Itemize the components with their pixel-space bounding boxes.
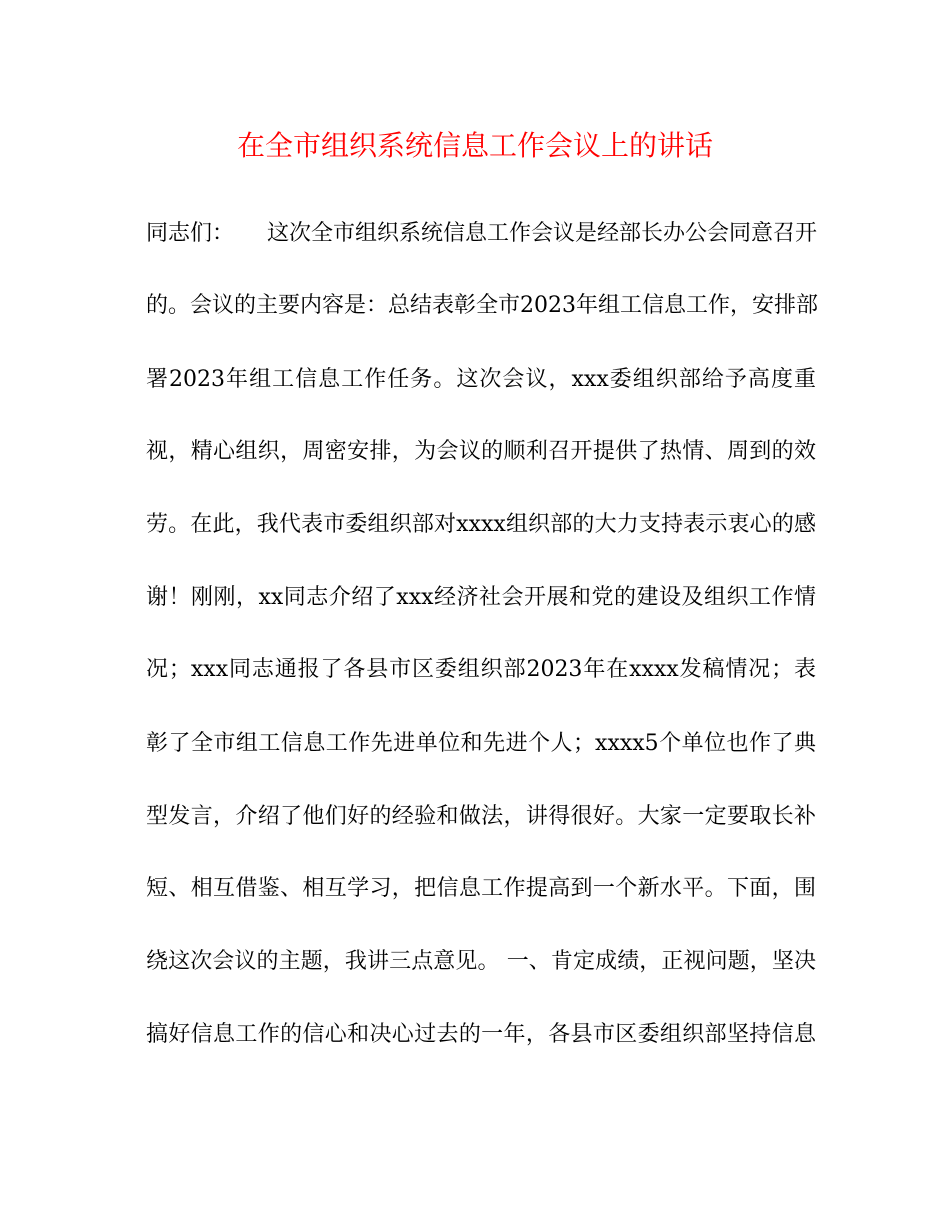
- body-line: 彰了全市组工信息工作先进单位和先进个人；xxxx5个单位也作了典: [146, 731, 816, 756]
- document-title: 在全市组织系统信息工作会议上的讲话: [236, 129, 713, 162]
- body-line: 搞好信息工作的信心和决心过去的一年，各县市区委组织部坚持信息: [146, 1022, 816, 1047]
- body-line: 况；xxx同志通报了各县市区委组织部2023年在xxxx发稿情况；表: [146, 657, 816, 682]
- body-line: 劳。在此，我代表市委组织部对xxxx组织部的大力支持表示衷心的感: [146, 512, 816, 537]
- body-line: 短、相互借鉴、相互学习，把信息工作提高到一个新水平。下面，围: [146, 876, 816, 901]
- body-line: 的。会议的主要内容是：总结表彰全市2023年组工信息工作，安排部: [146, 293, 818, 318]
- body-line: 谢！刚刚，xx同志介绍了xxx经济社会开展和党的建设及组织工作情: [146, 585, 816, 610]
- body-line: 绕这次会议的主题，我讲三点意见。 一、肯定成绩，正视问题，坚决: [146, 949, 816, 974]
- body-line: 型发言，介绍了他们好的经验和做法，讲得很好。大家一定要取长补: [146, 804, 816, 829]
- body-line: 署2023年组工信息工作任务。这次会议，xxx委组织部给予高度重: [146, 367, 816, 392]
- body-line: 同志们： 这次全市组织系统信息工作会议是经部长办公会同意召开: [146, 221, 818, 246]
- body-line: 视，精心组织，周密安排，为会议的顺利召开提供了热情、周到的效: [146, 439, 816, 464]
